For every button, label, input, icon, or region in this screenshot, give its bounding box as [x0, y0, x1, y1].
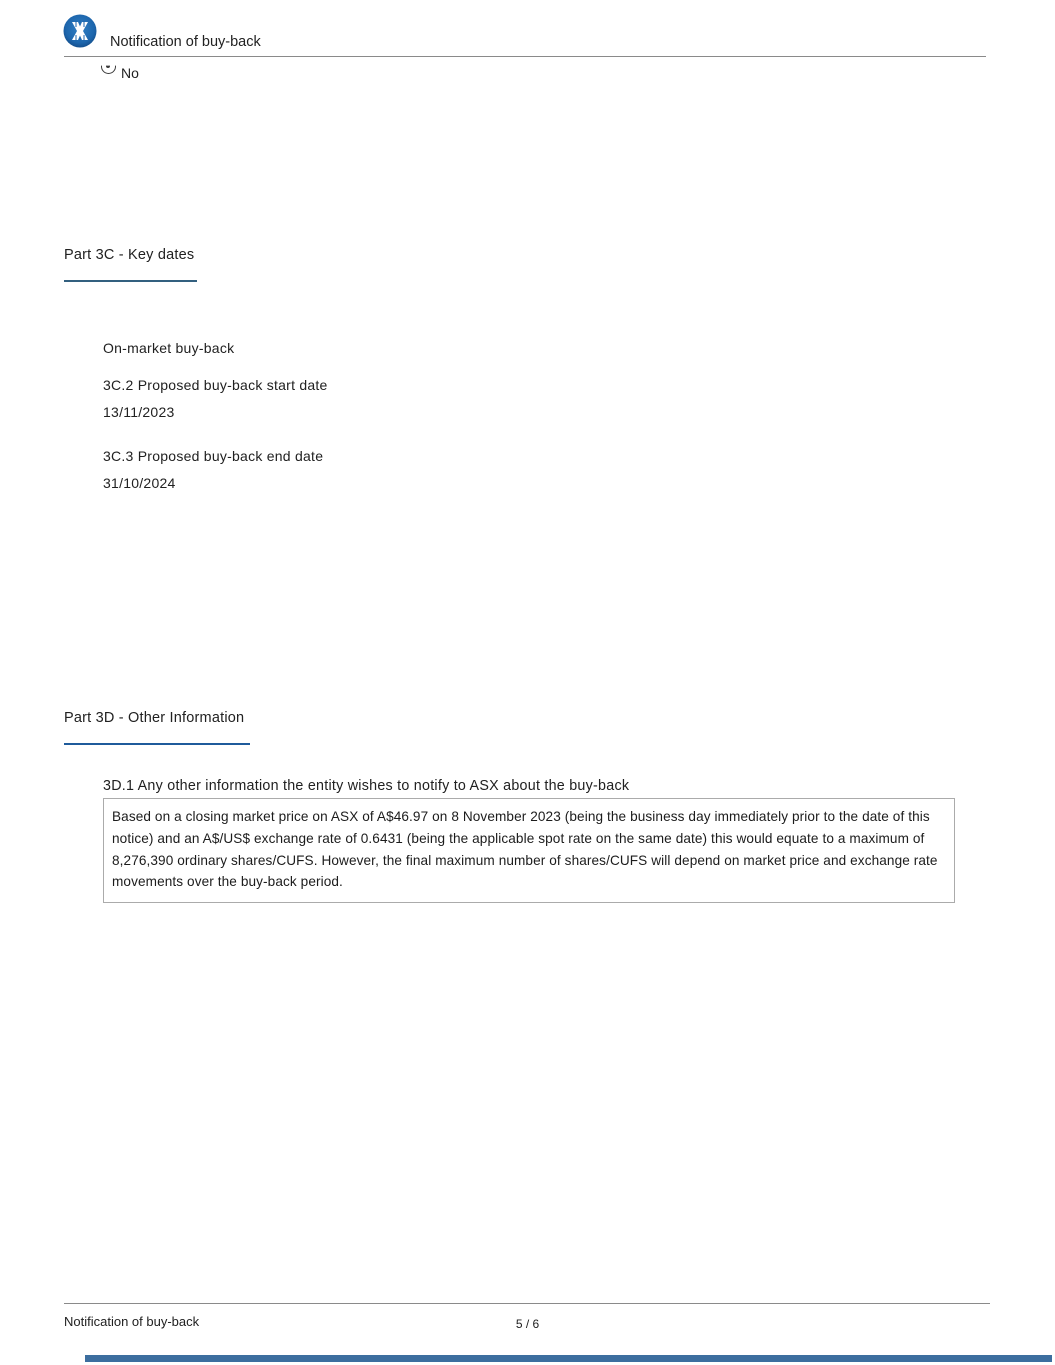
buyback-question-answer-row — [101, 60, 139, 81]
asx-logo-icon — [63, 14, 97, 48]
part-3c-heading: Part 3C - Key dates — [64, 247, 195, 263]
on-market-buyback-subheading: On-market buy-back — [103, 340, 235, 356]
page-title: Notification of buy-back — [110, 34, 261, 50]
part-3c-heading-underline — [64, 280, 197, 282]
field-3c3-label: 3C.3 Proposed buy-back end date — [103, 448, 324, 464]
header-divider — [64, 56, 986, 57]
part-3d-heading: Part 3D - Other Information — [64, 710, 245, 726]
field-3c2-value: 13/11/2023 — [103, 404, 175, 420]
radio-button-icon — [101, 59, 116, 74]
footer-doc-title: Notification of buy-back — [64, 1314, 200, 1329]
radio-option-label: No — [121, 65, 139, 81]
field-3c2-label: 3C.2 Proposed buy-back start date — [103, 377, 328, 393]
footer-blue-bar — [85, 1355, 1052, 1362]
question-3d1-label: 3D.1 Any other information the entity wishes to notify to ASX about the buy-back — [103, 778, 630, 794]
question-3d1-answer-box: Based on a closing market price on ASX of A$46.97 on 8 November 2023 (being the business day immediately prior to the date of this notice) and an A$/US$ exchange rate of 0.6431 (being the applicable spot rate on the same date) this would equate to a maximum of 8,276,390 ordinary shares/CUFS. However, the final maximum number of shares/CUFS will depend on market price and exchange rate movements over the buy-back period. — [103, 798, 955, 903]
page-number-indicator: 5 / 6 — [515, 1317, 540, 1331]
field-3c3-value: 31/10/2024 — [103, 475, 176, 491]
part-3d-heading-underline — [64, 743, 250, 745]
footer-divider — [64, 1303, 990, 1304]
